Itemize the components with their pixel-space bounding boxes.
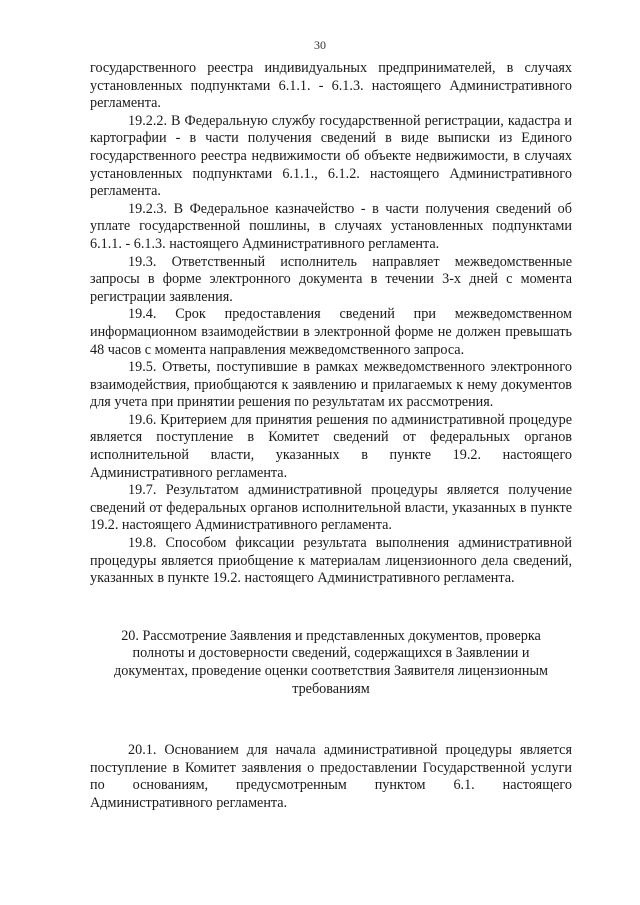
page-number: 30 bbox=[314, 38, 326, 52]
paragraph-continuation: государственного реестра индивидуальных предпринимателей, в случаях установленных подпунктами 6.1.1. - 6.1.3. настоящего Административного регламента. bbox=[90, 60, 572, 112]
paragraph-19-5: 19.5. Ответы, поступившие в рамках межведомственного электронного взаимодействия, приобщаются к заявлению и прилагаемых к нему документов для учета при принятии решения по результатам их рассмотрения. bbox=[90, 359, 572, 411]
paragraph-19-7: 19.7. Результатом административной процедуры является получение сведений от федеральных органов исполнительной власти, указанных в пункте 19.2. настоящего Административного регламента. bbox=[90, 482, 572, 534]
document-body bbox=[90, 60, 572, 813]
paragraph-19-3: 19.3. Ответственный исполнитель направляет межведомственные запросы в форме электронного документа в течении 3-х дней с момента регистрации заявления. bbox=[90, 253, 572, 305]
paragraph-19-6: 19.6. Критерием для принятия решения по административной процедуре является поступление в Комитет сведений от федеральных органов исполнительной власти, указанных в пункте 19.2. настоящего Административного регламента. bbox=[90, 411, 572, 481]
paragraph-19-2-3: 19.2.3. В Федеральное казначейство - в части получения сведений об уплате государственной пошлины, в случаях установленных подпунктами 6.1.1. - 6.1.3. настоящего Административного регламента. bbox=[90, 200, 572, 252]
spacer bbox=[90, 698, 572, 742]
paragraph-19-8: 19.8. Способом фиксации результата выполнения административной процедуры является приобщение к материалам лицензионного дела сведений, указанных в пункте 19.2. настоящего Административного регламента. bbox=[90, 535, 572, 587]
section-heading-20: 20. Рассмотрение Заявления и представленных документов, проверка полноты и достоверности сведений, содержащихся в Заявлении и документах, проведение оценки соответствия Заявителя лицензионным требованиям bbox=[114, 627, 548, 697]
paragraph-20-1: 20.1. Основанием для начала административной процедуры является поступление в Комитет заявления о предоставлении Государственной услуги по основаниям, предусмотренным пунктом 6.1. настоящего Административного регламента. bbox=[90, 742, 572, 811]
paragraph-19-2-2: 19.2.2. В Федеральную службу государственной регистрации, кадастра и картографии - в части получения сведений в виде выписки из Единого государственного реестра недвижимости об объекте недвижимости, в случаях установленных подпунктами 6.1.1., 6.1.2. настоящего Административного регламента. bbox=[90, 112, 572, 200]
paragraph-19-4: 19.4. Срок предоставления сведений при межведомственном информационном взаимодействии в электронной форме не должен превышать 48 часов с момента направления межведомственного запроса. bbox=[90, 306, 572, 358]
